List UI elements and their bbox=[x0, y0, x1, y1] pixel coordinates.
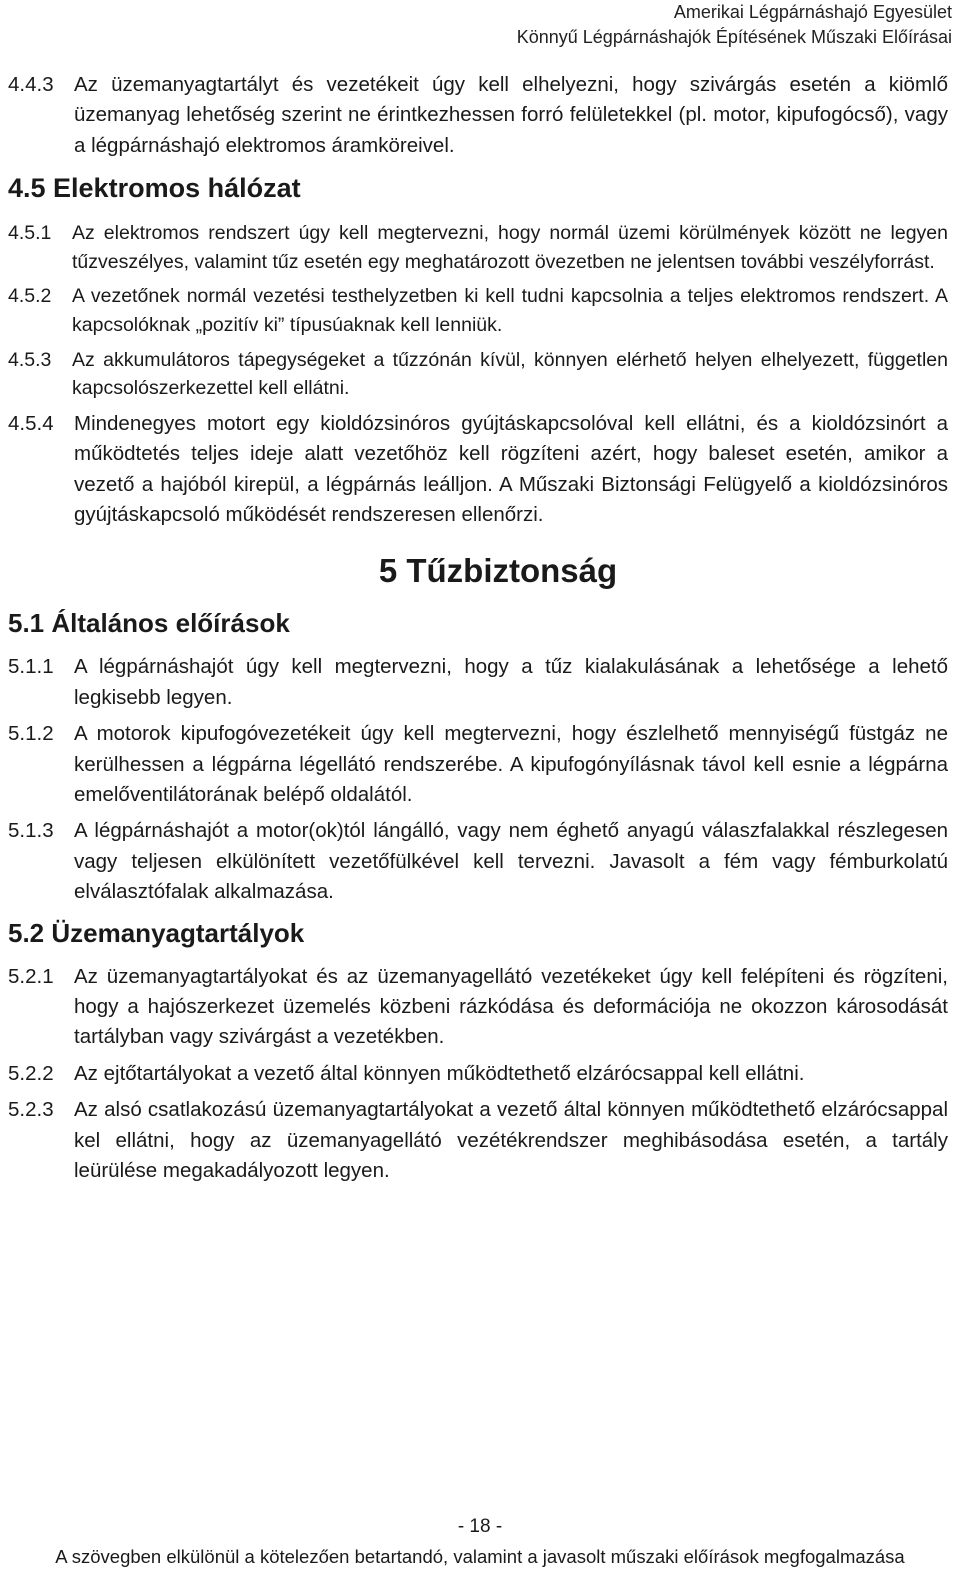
paragraph-5-2-1 bbox=[8, 962, 948, 1053]
page-header bbox=[517, 0, 952, 50]
paragraph-text: Az elektromos rendszert úgy kell megtervezni, hogy normál üzemi körülmények között ne legyen tűzveszélyes, valamint tűz esetén egy meghatározott övezetben ne jelentsen további veszélyforrást. bbox=[72, 222, 948, 273]
section-heading-5-1: 5.1 Általános előírások bbox=[8, 608, 290, 639]
page-content bbox=[8, 70, 948, 1193]
paragraph-text: A légpárnáshajót a motor(ok)tól lángálló, vagy nem éghető anyagú válaszfalakkal részlegesen vagy teljesen elkülönített vezetőfülkével kell tervezni. Javasolt a fém vagy fémburkolatú elválasztófalak alkalmazása. bbox=[74, 819, 948, 904]
chapter-heading-5: 5 Tűzbiztonság bbox=[378, 552, 618, 590]
paragraph-number: 5.1.1 bbox=[8, 655, 54, 679]
paragraph-text: A vezetőnek normál vezetési testhelyzetben ki kell tudni kapcsolnia a teljes elektromos rendszert. A kapcsolóknak „pozitív ki” típusúaknak kell lenniük. bbox=[72, 285, 948, 336]
paragraph-4-4-3 bbox=[8, 70, 948, 161]
paragraph-text: A motorok kipufogóvezetékeit úgy kell megtervezni, hogy észlelhető mennyiségű füstgáz ne kerülhessen a légpárna légellátó rendszerébe. A kipufogónyílásnak távol kell esnie a légpárna emelőventilátorának belépő oldalától. bbox=[74, 722, 948, 807]
paragraph-text: Az ejtőtartályokat a vezető által könnyen működtethető elzárócsappal kell ellátni. bbox=[74, 1061, 805, 1085]
section-heading-5-2: 5.2 Üzemanyagtartályok bbox=[8, 917, 305, 948]
paragraph-number: 4.4.3 bbox=[8, 73, 54, 96]
paragraph-text: A légpárnáshajót úgy kell megtervezni, hogy a tűz kialakulásának a lehetősége a lehető legkisebb legyen. bbox=[74, 655, 948, 709]
paragraph-4-5-3 bbox=[8, 346, 948, 403]
paragraph-number: 4.5.1 bbox=[8, 222, 52, 245]
paragraph-number: 5.2.2 bbox=[8, 1061, 54, 1085]
paragraph-number: 5.1.2 bbox=[8, 722, 54, 746]
section-heading-4-5: 4.5 Elektromos hálózat bbox=[8, 173, 301, 204]
paragraph-5-2-2 bbox=[8, 1059, 948, 1089]
paragraph-text: Az üzemanyagtartályt és vezetékeit úgy kell elhelyezni, hogy szivárgás esetén a kiömlő üzemanyag lehetőség szerint ne érintkezhessen forró felületekkel (pl. motor, kipufogócső), vagy a légpárnáshajó elektromos áramköreivel. bbox=[74, 73, 948, 157]
paragraph-5-1-2 bbox=[8, 719, 948, 810]
paragraph-text: Az akkumulátoros tápegységeket a tűzzónán kívül, könnyen elérhető helyen elhelyezett, független kapcsolószerkezettel kell ellátni. bbox=[72, 348, 948, 400]
paragraph-number: 5.2.3 bbox=[8, 1098, 54, 1122]
paragraph-text: Az alsó csatlakozású üzemanyagtartályokat a vezető által könnyen működtethető elzárócsappal kel ellátni, hogy az üzemanyagellátó vezétékrendszer meghibásodása esetén, a tartály leürülése megakadályozott legyen. bbox=[74, 1098, 948, 1183]
paragraph-number: 4.5.3 bbox=[8, 348, 52, 371]
paragraph-number: 4.5.2 bbox=[8, 285, 52, 308]
paragraph-number: 5.1.3 bbox=[8, 819, 54, 843]
paragraph-number: 5.2.1 bbox=[8, 964, 54, 988]
page-number: - 18 - bbox=[457, 1516, 503, 1537]
paragraph-4-5-2 bbox=[8, 282, 948, 339]
paragraph-5-1-1 bbox=[8, 652, 948, 713]
paragraph-5-2-3 bbox=[8, 1095, 948, 1186]
paragraph-text: Mindenegyes motort egy kioldózsinóros gyújtáskapcsolóval kell ellátni, és a kioldózsinórt a működtetés teljes ideje alatt vezetőhöz kell rögzíteni azért, hogy baleset esetén, amikor a vezető a hajóból kirepül, a légpárnás leálljon. A Műszaki Biztonsági Felügyelő a kioldózsinóros gyújtáskapcsoló működését rendszeresen ellenőrzi. bbox=[74, 411, 948, 526]
paragraph-4-5-1 bbox=[8, 219, 948, 276]
paragraph-5-1-3 bbox=[8, 816, 948, 907]
header-organization: Amerikai Légpárnáshajó Egyesület bbox=[673, 2, 952, 22]
paragraph-text: Az üzemanyagtartályokat és az üzemanyagellátó vezetékeket úgy kell felépíteni és rögzíteni, hogy a hajószerkezet üzemelés közbeni rázkódása és deformációja ne okozzon károsodását tartályban vagy szivárgást a vezetékben. bbox=[74, 964, 948, 1049]
header-document-title: Könnyű Légpárnáshajók Építésének Műszaki Előírásai bbox=[516, 27, 952, 47]
paragraph-4-5-4 bbox=[8, 409, 948, 531]
footer-note: A szövegben elkülönül a kötelezően betartandó, valamint a javasolt műszaki előírások megfogalmazása bbox=[55, 1546, 905, 1567]
paragraph-number: 4.5.4 bbox=[8, 411, 54, 435]
